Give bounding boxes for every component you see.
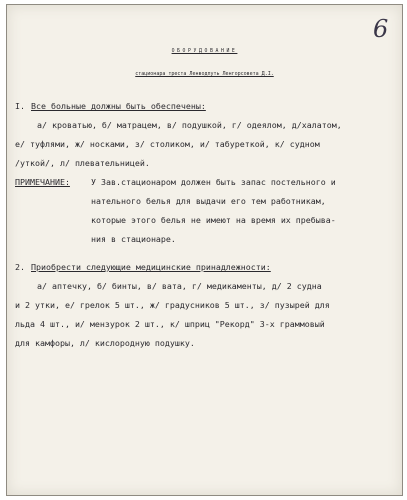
document-page	[6, 4, 403, 496]
section-1-line: /уткой/, л/ плевательницей.	[15, 158, 150, 168]
section-2-heading: Приобрести следующие медицинские принадлежности:	[31, 262, 271, 272]
section-1-line: е/ туфлями, ж/ носками, з/ столиком, и/ табуреткой, к/ судном	[15, 139, 320, 149]
section-1-heading: Все больные должны быть обеспечены:	[31, 101, 206, 111]
document-title: ОБОРУДОВАНИЕ	[171, 49, 238, 54]
section-2-number: 2.	[15, 262, 25, 272]
note-line: нательного белья для выдачи его тем работникам,	[91, 196, 326, 206]
section-2-line: и 2 утки, е/ грелок 5 шт., ж/ градусников 5 шт., з/ пузырей для	[15, 300, 330, 310]
section-2-line: для камфоры, л/ кислородную подушку.	[15, 338, 195, 348]
note-line: У Зав.стационаром должен быть запас постельного и	[91, 177, 336, 187]
scan-shadow	[7, 5, 402, 495]
section-1-line: а/ кроватью, б/ матрацем, в/ подушкой, г/ одеялом, д/халатом,	[37, 120, 342, 130]
section-1-number: I.	[15, 101, 25, 111]
section-2-line: а/ аптечку, б/ бинты, в/ вата, г/ медикаменты, д/ 2 судна	[37, 281, 322, 291]
document-subtitle: стационара треста Ленводпуть Ленгорсовета Д.I.	[135, 71, 274, 77]
note-line: ния в стационаре.	[91, 234, 176, 244]
page-number: 6	[373, 15, 389, 43]
note-label: ПРИМЕЧАНИЕ:	[15, 177, 70, 187]
note-line: которые этого белья не имеют на время их пребыва-	[91, 215, 336, 225]
section-2-line: льда 4 шт., и/ мензурок 2 шт., к/ шприц "Рекорд" 3-х граммовый	[15, 319, 325, 329]
